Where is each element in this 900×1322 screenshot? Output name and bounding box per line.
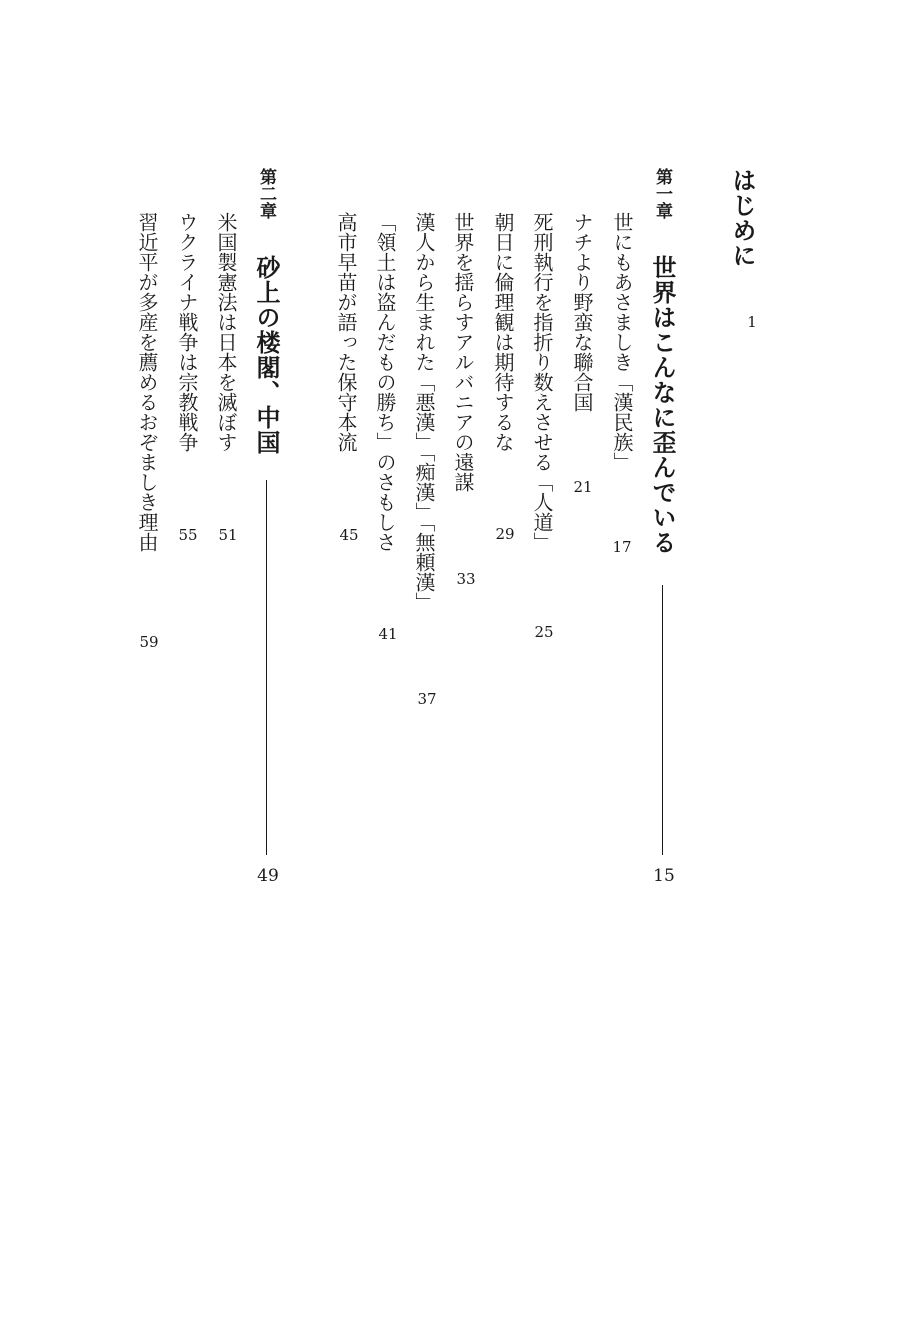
toc-entry-page: 51 <box>218 526 238 544</box>
intro-title[interactable]: はじめに <box>728 168 757 268</box>
toc-entry-page: 45 <box>339 526 359 544</box>
chapter-1-page-number: 15 <box>653 866 675 886</box>
toc-entry[interactable]: 「領土は盗んだもの勝ち」のさもしさ <box>373 212 397 552</box>
toc-entry-page: 41 <box>378 625 398 643</box>
toc-entry[interactable]: 米国製憲法は日本を滅ぼす <box>214 212 238 452</box>
toc-entry[interactable]: 朝日に倫理観は期待するな <box>491 212 515 452</box>
toc-entry[interactable]: 世にもあさましき「漢民族」 <box>610 212 634 472</box>
toc-entry-page: 55 <box>178 526 198 544</box>
toc-entry[interactable]: ウクライナ戦争は宗教戦争 <box>175 212 199 452</box>
toc-entry[interactable]: 高市早苗が語った保守本流 <box>334 212 358 452</box>
toc-entry[interactable]: ナチより野蛮な聯合国 <box>570 212 594 412</box>
toc-entry[interactable]: 世界を揺らすアルバニアの遠謀 <box>451 212 475 492</box>
toc-entry-page: 21 <box>573 478 593 496</box>
toc-entry-page: 29 <box>495 525 515 543</box>
toc-entry-page: 37 <box>417 690 437 708</box>
chapter-1-leader-line <box>662 585 663 855</box>
chapter-2-page-number: 49 <box>257 866 279 886</box>
toc-entry[interactable]: 習近平が多産を薦めるおぞましき理由 <box>135 212 159 552</box>
chapter-2-title[interactable]: 砂上の楼閣、中国 <box>252 255 281 455</box>
toc-entry[interactable]: 漢人から生まれた「悪漢」「痴漢」「無頼漢」 <box>412 212 436 612</box>
toc-entry[interactable]: 死刑執行を指折り数えさせる「人道」 <box>530 212 554 552</box>
toc-entry-page: 59 <box>139 633 159 651</box>
toc-entry-page: 17 <box>612 538 632 556</box>
toc-entry-page: 33 <box>456 570 476 588</box>
intro-page-number: 1 <box>747 313 757 331</box>
chapter-2-leader-line <box>266 480 267 855</box>
chapter-2-label: 第二章 <box>256 168 276 219</box>
toc-entry-page: 25 <box>534 623 554 641</box>
chapter-1-title[interactable]: 世界はこんなに歪んでいる <box>648 255 677 555</box>
chapter-1-label: 第一章 <box>652 168 672 219</box>
